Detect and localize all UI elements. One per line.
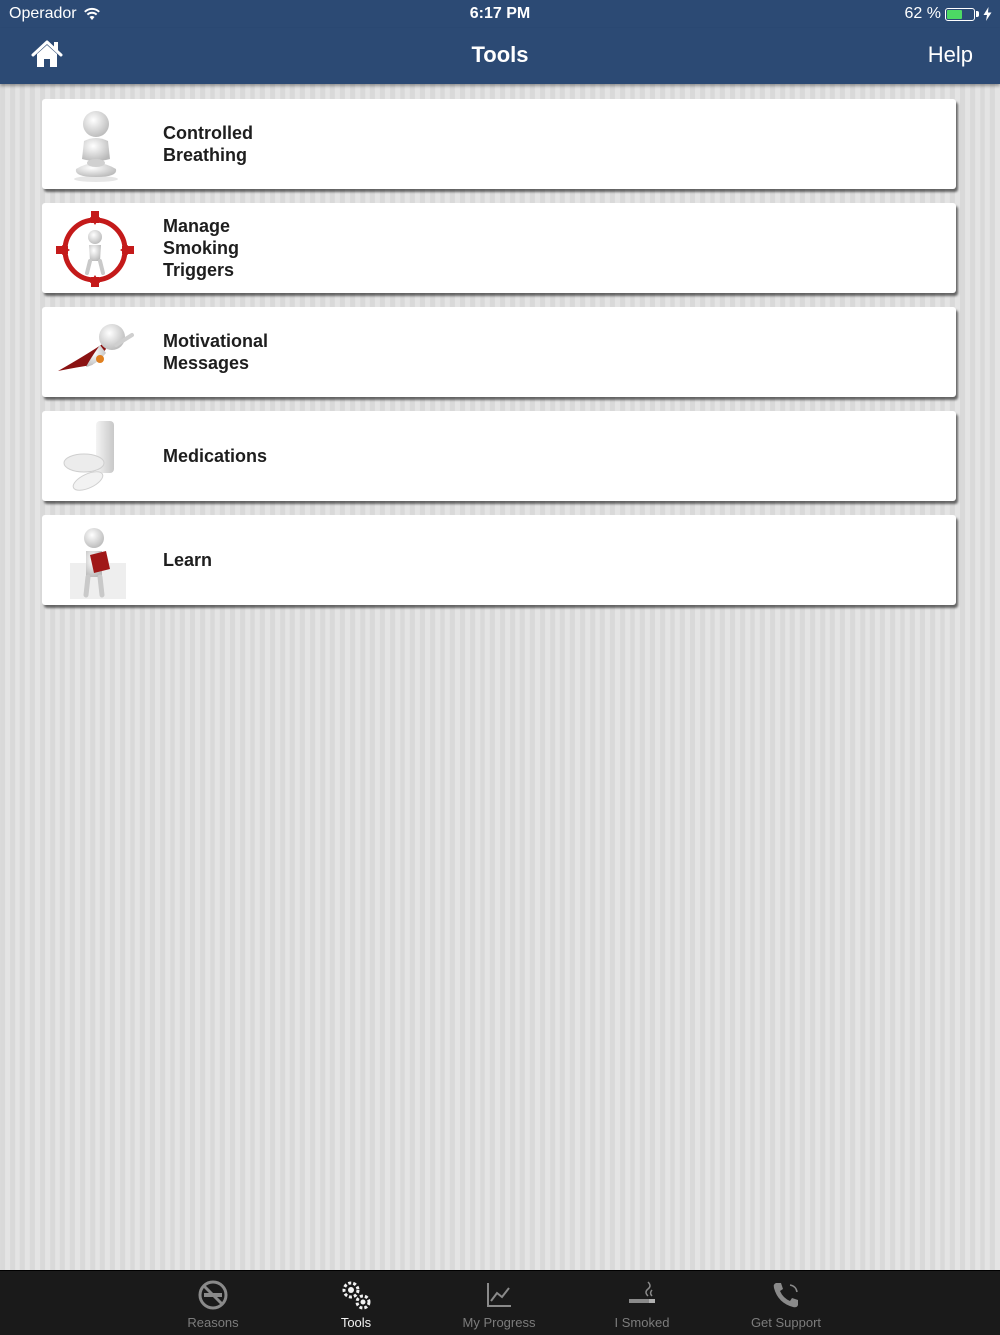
cigarette-icon: [626, 1279, 658, 1311]
tool-item-controlled-breathing[interactable]: [42, 99, 956, 189]
carrier-name: Operador: [9, 5, 77, 22]
tab-reasons[interactable]: [153, 1271, 273, 1335]
tool-item-manage-smoking-triggers[interactable]: [42, 203, 956, 293]
tab-label: Tools: [340, 1315, 372, 1330]
charging-bolt-icon: [983, 7, 992, 21]
tool-item-medications[interactable]: [42, 411, 956, 501]
page-title: Tools: [471, 42, 529, 67]
phone-icon: [770, 1279, 802, 1311]
tab-label: My Progress: [462, 1315, 536, 1330]
gears-icon: [340, 1279, 372, 1311]
tab-tools[interactable]: [296, 1271, 416, 1335]
tool-label: Controlled Breathing: [163, 123, 253, 165]
tab-my-progress[interactable]: [439, 1271, 559, 1335]
battery-icon: [945, 8, 975, 21]
reading-figure-icon: [56, 523, 134, 599]
tool-item-motivational-messages[interactable]: [42, 307, 956, 397]
tools-list: [42, 99, 956, 619]
tab-bar: [0, 1270, 1000, 1335]
target-figure-icon: [56, 211, 134, 287]
status-right: [905, 5, 992, 23]
status-bar: [0, 0, 1000, 28]
battery-percent: 62 %: [904, 5, 941, 22]
tool-label: Motivational Messages: [163, 331, 269, 373]
tool-label: Learn: [163, 550, 213, 570]
tab-label: Get Support: [750, 1315, 822, 1330]
tab-label: Reasons: [187, 1315, 239, 1330]
tool-item-learn[interactable]: [42, 515, 956, 605]
battery-tip: [976, 11, 979, 17]
no-smoking-icon: [197, 1279, 229, 1311]
tab-i-smoked[interactable]: [582, 1271, 702, 1335]
battery-fill: [947, 10, 962, 19]
help-button[interactable]: Help: [927, 42, 973, 67]
meditating-figure-icon: [56, 107, 134, 183]
tab-label: I Smoked: [614, 1315, 670, 1330]
chart-icon: [483, 1279, 515, 1311]
status-time: 6:17 PM: [469, 5, 531, 22]
tool-label: Medications: [163, 446, 268, 466]
navigation-bar: [0, 28, 1000, 84]
tool-label: Manage Smoking Triggers: [163, 216, 240, 280]
pills-icon: [56, 419, 134, 495]
flying-hero-icon: [56, 315, 134, 391]
tab-get-support[interactable]: [726, 1271, 846, 1335]
